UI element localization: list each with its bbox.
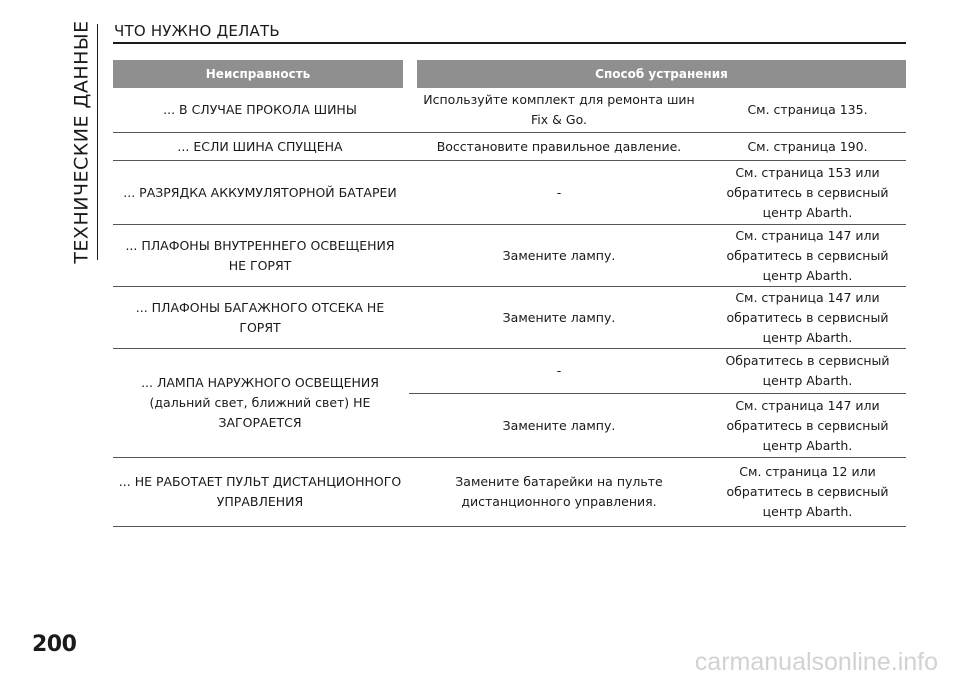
table-row — [113, 287, 906, 349]
action-cell: - — [556, 363, 562, 378]
side-divider — [97, 24, 98, 260]
action-cell: - — [556, 184, 562, 200]
reference-cell: См. страница 147 или обратитесь в сервисный центр Abarth. — [726, 289, 889, 345]
page-number: 200 — [32, 632, 77, 657]
action-cell: Замените лампу. — [502, 417, 616, 433]
table-row — [113, 133, 906, 161]
action-cell: Восстановите правильное давление. — [436, 138, 682, 154]
header-remedy: Способ устранения — [417, 60, 906, 88]
reference-cell: См. страница 147 или обратитесь в сервисный центр Abarth. — [726, 397, 889, 453]
reference-cell: Обратитесь в сервисный центр Abarth. — [725, 353, 890, 388]
section-side-title-text: ТЕХНИЧЕСКИЕ ДАННЫЕ — [71, 20, 94, 264]
fault-cell: ... РАЗРЯДКА АККУМУЛЯТОРНОЙ БАТАРЕИ — [123, 184, 397, 200]
action-cell: Замените лампу. — [502, 247, 616, 263]
fault-cell: ... ЕСЛИ ШИНА СПУЩЕНА — [177, 138, 343, 154]
watermark: carmanualsonline.info — [694, 648, 938, 676]
reference-cell: См. страница 12 или обратитесь в сервисный центр Abarth. — [726, 464, 889, 519]
fault-cell: ... ЛАМПА НАРУЖНОГО ОСВЕЩЕНИЯ (дальний свет, ближний свет) НЕ ЗАГОРАЕТСЯ — [141, 375, 379, 430]
fault-cell: ... НЕ РАБОТАЕТ ПУЛЬТ ДИСТАНЦИОННОГО УПРАВЛЕНИЯ — [118, 474, 402, 509]
action-cell: Используйте комплект для ремонта шин Fix & Go. — [423, 92, 695, 127]
reference-cell: См. страница 135. — [747, 102, 868, 117]
fault-cell: ... ПЛАФОНЫ БАГАЖНОГО ОТСЕКА НЕ ГОРЯТ — [135, 299, 385, 335]
table-header — [113, 60, 906, 88]
table-row — [113, 225, 906, 287]
header-fault: Неисправность — [113, 60, 403, 88]
reference-cell: См. страница 190. — [747, 138, 868, 154]
page-heading: ЧТО НУЖНО ДЕЛАТЬ — [114, 22, 280, 40]
table-row — [113, 161, 906, 225]
table-row — [113, 88, 906, 133]
fault-cell: ... В СЛУЧАЕ ПРОКОЛА ШИНЫ — [163, 102, 357, 117]
reference-cell: См. страница 147 или обратитесь в сервисный центр Abarth. — [726, 227, 889, 283]
table-row — [113, 458, 906, 527]
fault-cell: ... ПЛАФОНЫ ВНУТРЕННЕГО ОСВЕЩЕНИЯ НЕ ГОРЯТ — [125, 237, 395, 273]
action-cell: Замените лампу. — [502, 309, 616, 325]
reference-cell: См. страница 153 или обратитесь в сервисный центр Abarth. — [726, 164, 889, 220]
heading-divider — [113, 42, 906, 44]
section-side-title — [66, 20, 98, 264]
table-row — [113, 349, 906, 458]
action-cell: Замените батарейки на пульте дистанционного управления. — [455, 474, 663, 509]
troubleshooting-table — [113, 60, 906, 519]
